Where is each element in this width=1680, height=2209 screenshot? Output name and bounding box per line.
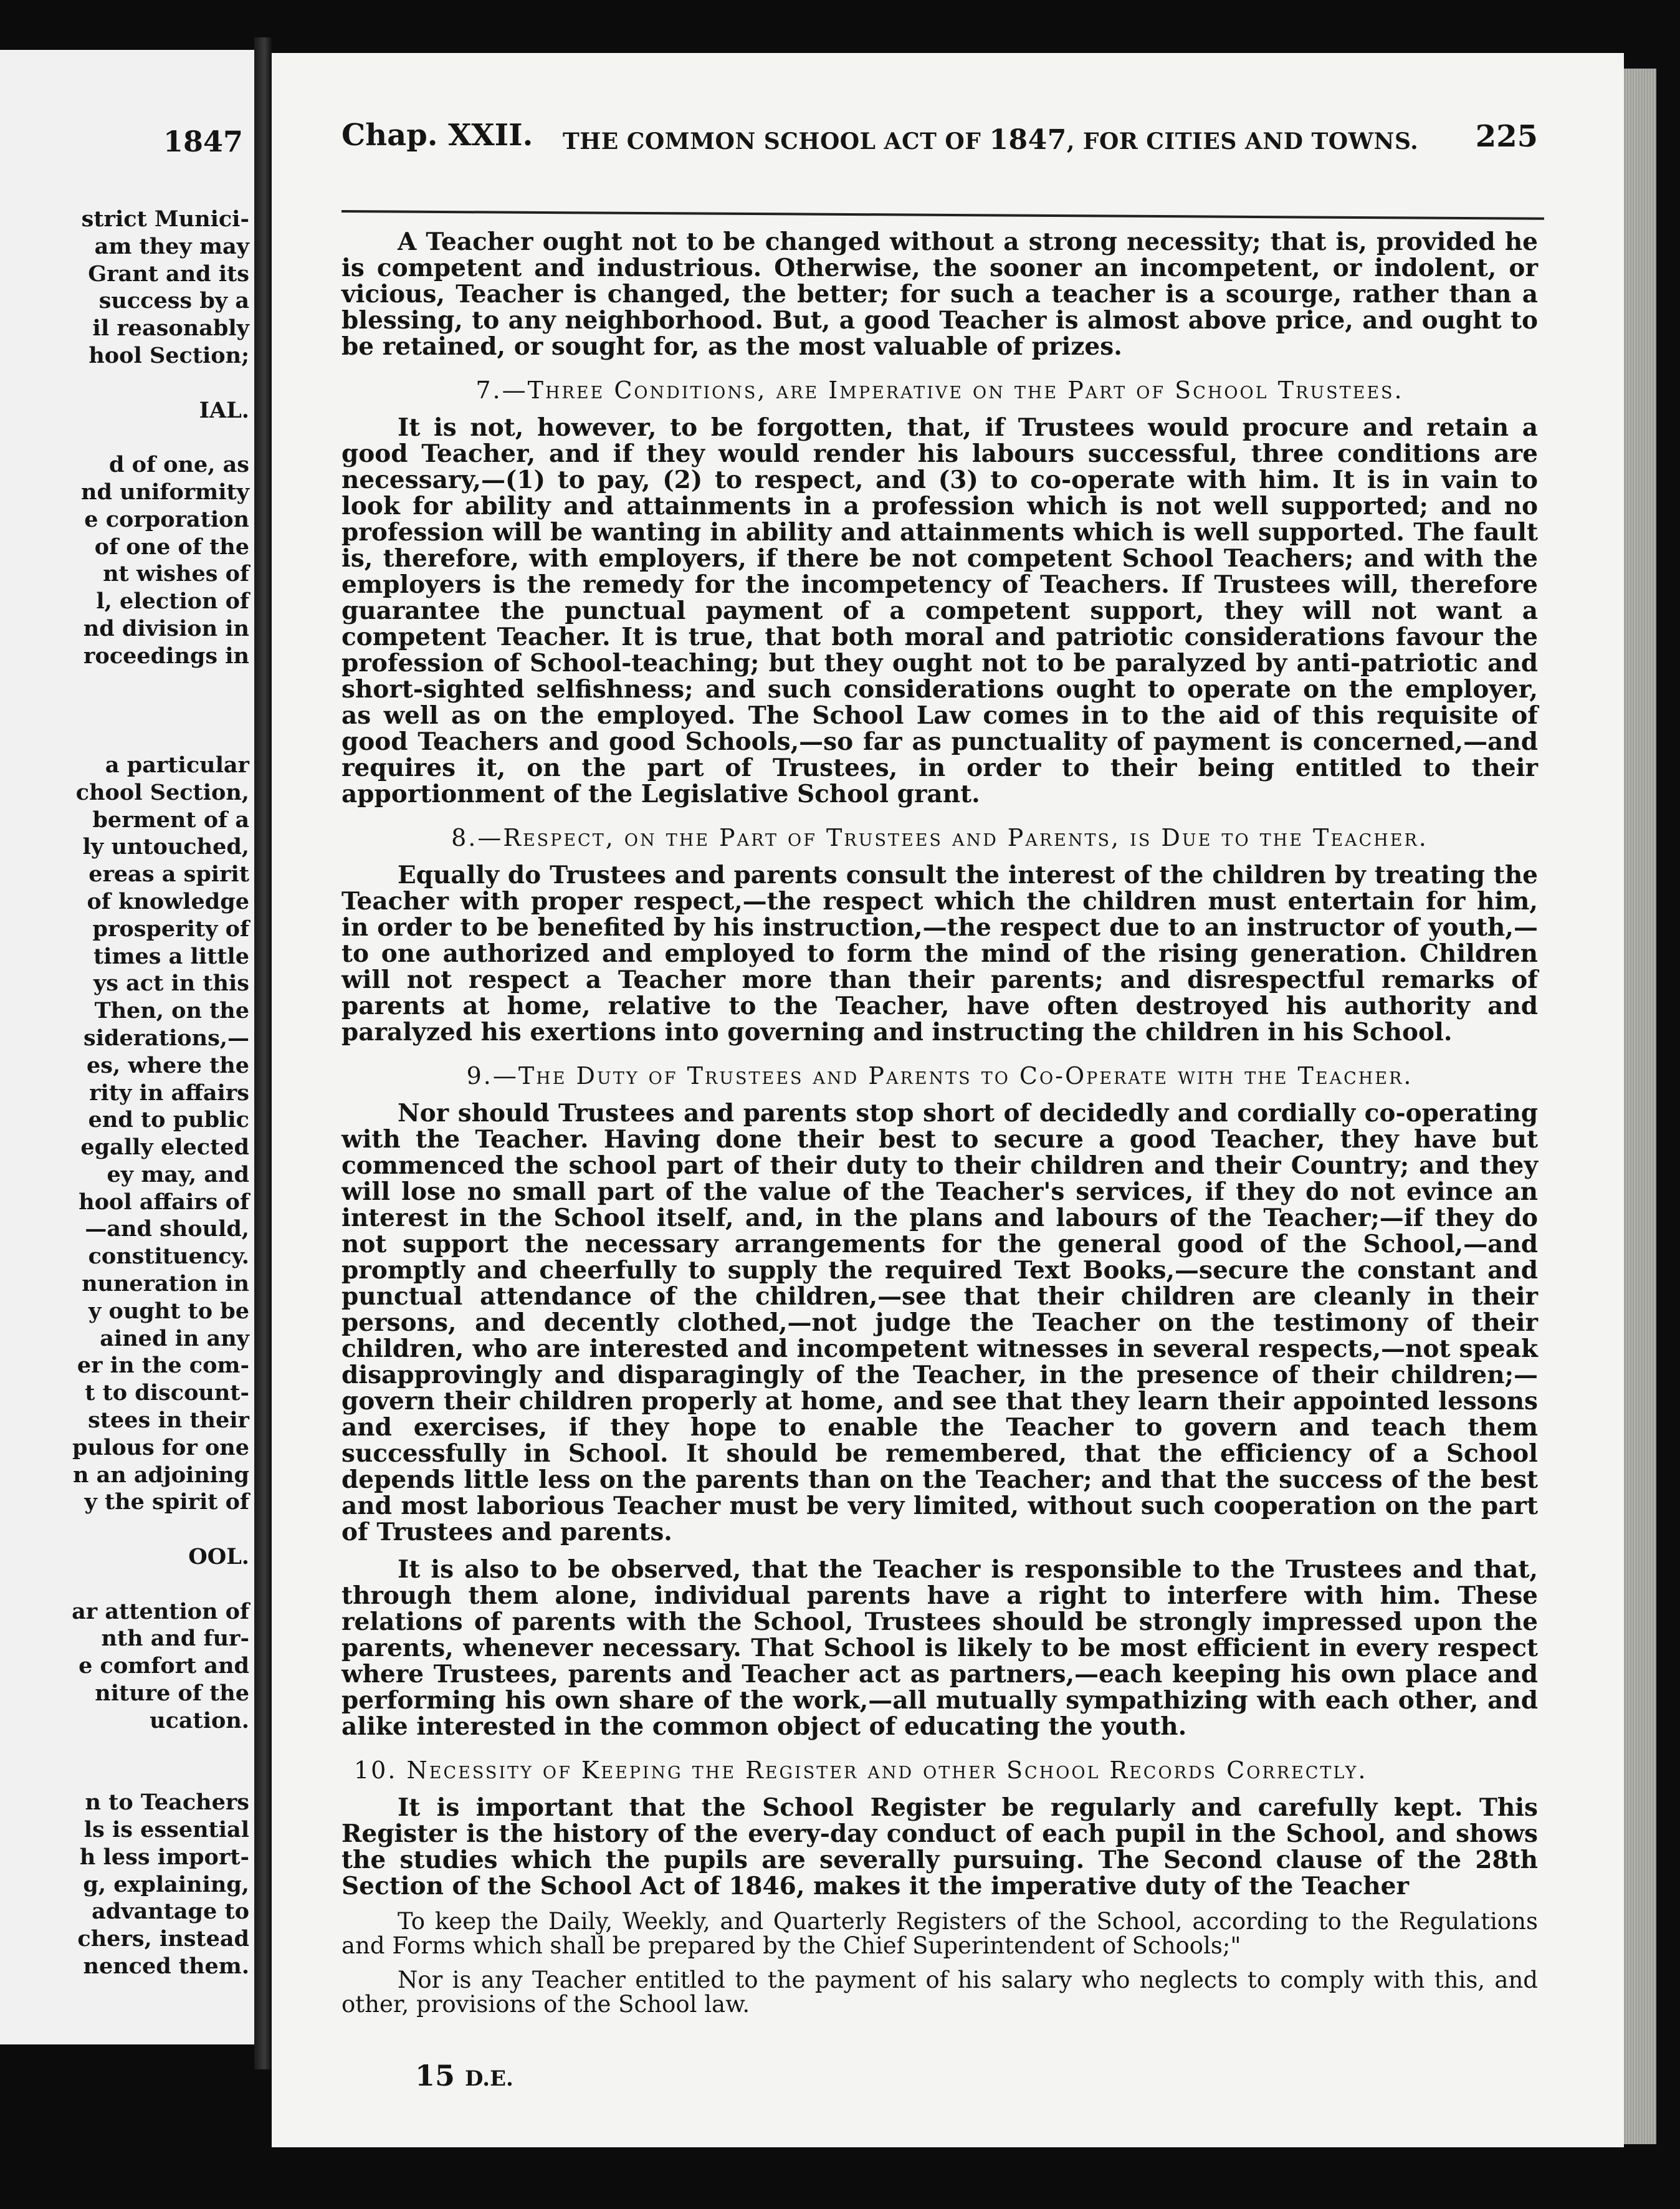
left-page-line: nuneration in (82, 1271, 249, 1297)
left-page-line: constituency. (88, 1243, 249, 1270)
left-page-line: n to Teachers (85, 1790, 249, 1816)
left-page-line: am they may (94, 233, 249, 259)
left-page-line: ained in any (100, 1325, 249, 1351)
left-page-line: stees in their (88, 1407, 249, 1434)
paragraph-9b: It is also to be observed, that the Teacher is responsible to the Trustees and that, through them alone, individual parents have a right to interfere with him. These relations of parents with the School, Trustees should be strongly impressed upon the parents, whenever necessary. That School is likely to be most efficient in every respect where Trustees, parents and Teacher act as partners,—each keeping his own place and performing his own share of the work,—all mutually sympathizing with each other, and alike interested in the common object of educating the youth. (341, 1555, 1538, 1741)
left-page-line: l, election of (96, 588, 249, 615)
left-page-blank (0, 370, 249, 397)
facing-page-left (0, 50, 254, 2044)
paragraph-9a: Nor should Trustees and parents stop short of decidedly and cordially co-operating with the Teacher. Having done their best to secure a good Teacher, they have but commenced the school part of their duty to their children and their Country; and they will lose no small part of the value of the Teacher's services, if they do not evince an interest in the School itself, and, in the plans and labours of the Teacher;—if they do not support the necessary arrangements for the general good of the School,—and promptly and cheerfully to supply the required Text Books,—secure the constant and punctual attendance of the children,—see that their children are cleanly in their persons, and decently clothed,—not judge the Teacher on the testimony of their children, who are interested and incompetent witnesses in several respects,—not speak disapprovingly and disparagingly of the Teacher, in the presence of their children;—govern their children properly at home, and see that they learn their appointed lessons and exercises, if they hope to enable the Teacher to govern and teach them successfully in School. It should be remembered, that the efficiency of a School depends little less on the parents than on the Teacher; and that the success of the best and most laborious Teacher must be very limited, without such cooperation on the part of Trustees and parents. (341, 1099, 1538, 1546)
left-page-line: Grant and its (88, 261, 249, 287)
left-page-line: nt wishes of (103, 561, 249, 587)
page-body (341, 229, 1538, 2016)
left-page-blank (0, 697, 249, 724)
left-page-line: ar attention of (72, 1598, 249, 1624)
left-page-line: berment of a (92, 807, 249, 833)
signature-number: 15 (415, 2059, 456, 2092)
left-page-line: nd uniformity (81, 479, 249, 505)
left-page-blank (0, 724, 249, 752)
closing-provision: Nor is any Teacher entitled to the payment of his salary who neglects to comply with this, and other, provisions of the School law. (341, 1967, 1538, 2018)
left-page-line: e comfort and (79, 1653, 249, 1679)
page-number: 225 (1475, 119, 1538, 154)
left-page-line: y the spirit of (84, 1489, 249, 1515)
left-page-line: ly untouched, (82, 834, 249, 860)
left-page-line: IAL. (199, 397, 249, 423)
book-gutter (254, 37, 272, 2069)
left-page-line: pulous for one (72, 1434, 249, 1460)
left-page-line: h less import- (79, 1844, 249, 1870)
left-page-line: t to discount- (85, 1380, 249, 1406)
left-page-year-header: 1847 (163, 125, 243, 158)
left-page-line: egally elected (80, 1134, 249, 1161)
left-page-line: rity in affairs (89, 1080, 249, 1106)
running-title-pre: THE COMMON SCHOOL ACT OF (563, 128, 990, 155)
left-page-line: nd division in (83, 615, 249, 641)
left-page-line: success by a (98, 288, 249, 314)
left-page-line: e corporation (84, 506, 249, 532)
left-page-line: chool Section, (75, 779, 249, 805)
left-page-line: er in the com- (77, 1353, 249, 1379)
left-page-line: d of one, as (108, 452, 249, 478)
left-page-line: ey may, and (107, 1161, 249, 1187)
left-page-line: ls is essential (84, 1817, 249, 1843)
section-heading-8: 8.—Respect, on the Part of Trustees and Parents, is Due to the Teacher. (451, 824, 1428, 851)
left-page-line: nenced them. (83, 1953, 249, 1979)
left-page-line: siderations,— (83, 1025, 249, 1051)
left-page-line: es, where the (87, 1052, 249, 1078)
left-page-line: y ought to be (88, 1298, 249, 1324)
left-page-line: niture of the (95, 1680, 249, 1707)
left-page-blank (0, 1571, 249, 1598)
left-page-line: advantage to (92, 1899, 249, 1925)
paragraph-7: It is not, however, to be forgotten, that, if Trustees would procure and retain a good Teacher, and if they would render his labours successful, three conditions are necessary,—(1) to pay, (2) to respect, and (3) to co-operate with him. It is in vain to look for ability and attainments in a profession which is not well supported; and no profession will be wanting in ability and attainments which is well supported. The fault is, therefore, with employers, if there be not competent School Teachers; and with the employers is the remedy for the incompetency of Teachers. If Trustees will, therefore guarantee the punctual payment of a competent support, they will not want a competent Teacher. It is true, that both moral and patriotic considerations favour the profession of School-teaching; but they ought not to be paralyzed by anti-patriotic and short-sighted selfishness; and such considerations ought to operate on the employer, as well as on the employed. The School Law comes in to the aid of this requisite of good Teachers and good Schools,—so far as punctuality of payment is concerned,—and requires it, on the part of Trustees, in order to their being entitled to their apportionment of the Legislative School grant. (341, 413, 1538, 808)
paragraph-intro: A Teacher ought not to be changed without a strong necessity; that is, provided he is competent and industrious. Otherwise, the sooner an incompetent, or indolent, or vicious, Teacher is changed, the better; for such a teacher is a scourge, rather than a blessing, to any neighborhood. But, a good Teacher is almost above price, and ought to be retained, or sought for, as the most valuable of prizes. (341, 228, 1538, 361)
left-page-line: chers, instead (77, 1926, 249, 1952)
left-page-line: a particular (105, 752, 249, 778)
left-page-line: il reasonably (92, 315, 249, 342)
section-heading-9: 9.—The Duty of Trustees and Parents to Co-Operate with the Teacher. (466, 1062, 1413, 1090)
chapter-label: Chap. XXII. (341, 118, 533, 153)
paragraph-8: Equally do Trustees and parents consult the interest of the children by treating the Teacher with proper respect,—the respect which the children must entertain for him, in order to be benefited by his instruction,—the respect due to an instructor of youth,—to one authorized and employed to form the mind of the rising generation. Children will not respect a Teacher more than their parents; and disrespectful remarks of parents at home, relative to the Teacher, have often destroyed his authority and paralyzed his exertions into governing and instructing the children in his School. (341, 861, 1538, 1047)
paragraph-10: It is important that the School Register be regularly and carefully kept. This Register is the history of the every-day conduct of each pupil in the School, and shows the studies which the pupils are severally pursuing. The Second clause of the 28th Section of the School Act of 1846, makes it the imperative duty of the Teacher (341, 1793, 1538, 1900)
left-page-line: roceedings in (84, 643, 249, 669)
left-page-line: end to public (88, 1107, 249, 1133)
left-page-line: g, explaining, (83, 1871, 249, 1897)
left-page-line: prosperity of (92, 916, 249, 942)
left-page-line: ucation. (150, 1707, 249, 1733)
running-title-post: , FOR CITIES AND TOWNS. (1066, 128, 1419, 155)
left-page-line: ereas a spirit (88, 861, 249, 888)
left-page-blank (0, 1761, 249, 1789)
left-page-line: hool affairs of (79, 1189, 249, 1215)
signature-mark (415, 2059, 513, 2092)
left-page-line: times a little (93, 943, 249, 969)
left-page-blank (0, 424, 249, 451)
main-page (272, 53, 1624, 2147)
left-page-line: OOL. (188, 1544, 249, 1570)
section-heading-7: 7.—Three Conditions, are Imperative on the Part of School Trustees. (475, 376, 1404, 404)
left-page-line: n an adjoining (72, 1462, 249, 1488)
running-head (341, 118, 1538, 155)
left-page-line: strict Munici- (81, 206, 249, 232)
left-page-line: ys act in this (93, 970, 249, 997)
left-page-line: nth and fur- (101, 1626, 249, 1652)
left-page-line: Then, on the (94, 998, 249, 1024)
left-page-blank (0, 1516, 249, 1543)
left-page-line: —and should, (85, 1216, 249, 1242)
running-title-year: 1847 (989, 124, 1067, 156)
running-title (563, 124, 1418, 156)
signature-letters: D.E. (465, 2066, 513, 2091)
left-page-blank (0, 1735, 249, 1762)
left-page-blank (0, 670, 249, 697)
quoted-regulation: To keep the Daily, Weekly, and Quarterly Registers of the School, according to the Regulations and Forms which shall be prepared by the Chief Superintendent of Schools;" (341, 1908, 1538, 1959)
left-page-line: of knowledge (87, 888, 249, 914)
section-heading-10: 10. Necessity of Keeping the Register and other School Records Correctly. (354, 1756, 1368, 1784)
left-page-line: of one of the (94, 534, 249, 560)
left-page-line: hool Section; (88, 342, 249, 368)
left-page-text-column (0, 206, 249, 1980)
header-rule (341, 210, 1544, 220)
